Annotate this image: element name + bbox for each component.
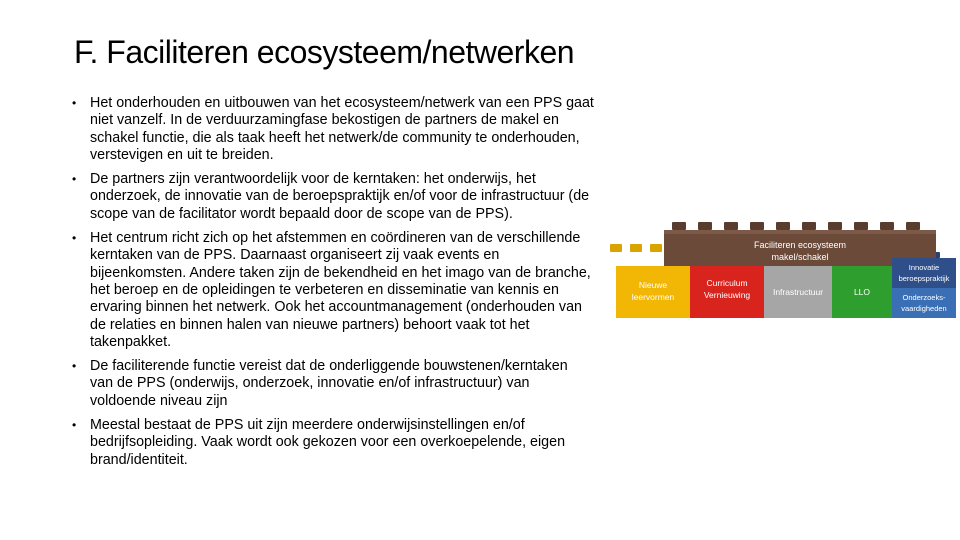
block-label: Innovatie <box>908 263 940 272</box>
block-label: Infrastructuur <box>772 287 824 297</box>
block-label: Nieuwe <box>638 280 668 290</box>
block-label: LLO <box>853 287 871 297</box>
bullet-list <box>72 95 594 476</box>
bullet-item: • Het onderhouden en uitbouwen van het ecosysteem/netwerk van een PPS gaat niet vanzelf. In de verduurzamingfase bekostigen de partners de makel en schakel functie, die als taak heeft het netwerk/de community te onderhouden, verstevigen en uit te breiden. <box>72 95 594 164</box>
top-block-studs <box>672 222 920 230</box>
block-label: Onderzoeks- <box>902 293 946 302</box>
top-block-highlight <box>664 230 936 234</box>
block-label: beroepspraktijk <box>898 274 950 283</box>
block-label: vaardigheden <box>901 304 947 313</box>
bullet-item: • Meestal bestaat de PPS uit zijn meerdere onderwijsinstellingen en/of bedrijfsopleiding. Vaak wordt ook gekozen voor een overkoepelende, eigen brand/identiteit. <box>72 417 594 469</box>
bullet-item: • De partners zijn verantwoordelijk voor de kerntaken: het onderwijs, het onderzoek, de innovatie van de beroepspraktijk en/of voor de infrastructuur (de scope van de facilitator wordt bepaald door de scope van de PPS). <box>72 171 594 223</box>
block-label: leervormen <box>631 292 675 302</box>
top-block-label-line1: Faciliteren ecosysteem <box>753 240 847 250</box>
block-label: Curriculum <box>706 278 748 288</box>
bullet-item: • De faciliterende functie vereist dat de onderliggende bouwstenen/kerntaken van de PPS (onderwijs, onderzoek, innovatie en/of infrastructuur) van voldoende niveau zijn <box>72 358 594 410</box>
block-label: Vernieuwing <box>703 290 751 300</box>
yellow-block-studs <box>610 244 662 252</box>
bullet-item: • Het centrum richt zich op het afstemmen en coördineren van de verschillende kerntaken van de PPS. Daarnaast organiseert zij vaak events en bijeenkomsten. Andere taken zijn de bekendheid en het imago van de branche, het beroep en de opleidingen te verbeteren en disseminatie van kennis en ervaring binnen het netwerk. Ook het accountmanagement (onderhouden van de relaties en binnen halen van nieuwe partners) behoort vaak tot het takenpakket. <box>72 230 594 351</box>
top-block-label-line2: makel/schakel <box>771 252 829 262</box>
slide-title: F. Faciliteren ecosysteem/netwerken <box>74 34 575 70</box>
lego-blocks-diagram <box>600 222 960 322</box>
